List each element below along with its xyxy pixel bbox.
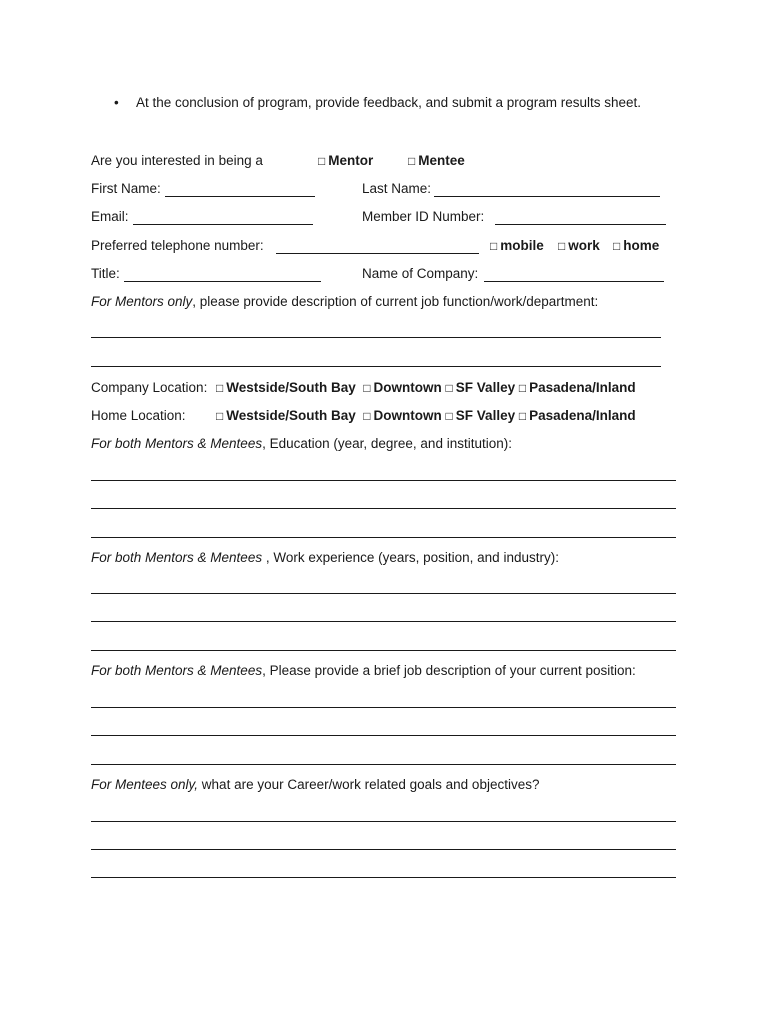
phone-mobile-option[interactable] [490, 238, 544, 253]
option-label: SF Valley [455, 380, 516, 395]
education-line-3[interactable] [91, 537, 676, 538]
member-id-label: Member ID Number: [362, 209, 485, 224]
title-label: Title: [91, 266, 120, 281]
work-experience-line-1[interactable] [91, 593, 676, 594]
member-id-field[interactable] [495, 224, 666, 225]
job-description-lead: For both Mentors & Mentees [91, 663, 263, 678]
option-label: SF Valley [455, 408, 516, 423]
home-loc-sf-valley[interactable] [446, 408, 516, 423]
home-loc-westside[interactable] [216, 408, 356, 423]
mentor-option[interactable] [318, 153, 373, 168]
job-description-line-3[interactable] [91, 764, 676, 765]
mobile-label: mobile [500, 238, 544, 253]
mobile-checkbox[interactable]: □ [490, 239, 498, 253]
telephone-label: Preferred telephone number: [91, 238, 264, 253]
education-lead: For both Mentors & Mentees [91, 436, 263, 451]
job-description-line-2[interactable] [91, 735, 676, 736]
company-location-label: Company Location: [91, 380, 208, 395]
home-loc-pasadena[interactable] [519, 408, 636, 423]
email-field[interactable] [133, 224, 313, 225]
checkbox[interactable]: □ [363, 409, 371, 423]
option-label: Downtown [373, 380, 442, 395]
mentor-job-line-2[interactable] [91, 366, 661, 367]
bullet-item [114, 95, 119, 110]
work-experience-line-2[interactable] [91, 621, 676, 622]
phone-work-option[interactable] [558, 238, 600, 253]
goals-line-1[interactable] [91, 821, 676, 822]
job-description-line-1[interactable] [91, 707, 676, 708]
work-label: work [568, 238, 600, 253]
phone-home-option[interactable] [613, 238, 659, 253]
option-label: Pasadena/Inland [529, 380, 636, 395]
mentor-job-rest: , please provide description of current job function/work/department: [192, 294, 599, 309]
checkbox[interactable]: □ [445, 409, 453, 423]
mentee-checkbox[interactable]: □ [408, 154, 416, 168]
last-name-field[interactable] [434, 196, 660, 197]
home-label: home [623, 238, 660, 253]
checkbox[interactable]: □ [518, 409, 527, 423]
company-name-field[interactable] [484, 281, 664, 282]
work-checkbox[interactable]: □ [558, 239, 566, 253]
mentor-job-line-1[interactable] [91, 337, 661, 338]
option-label: Downtown [373, 408, 442, 423]
mentor-job-lead: For Mentors only [91, 294, 193, 309]
home-loc-downtown[interactable] [363, 408, 441, 423]
bullet-dot: • [114, 95, 119, 110]
education-line-2[interactable] [91, 508, 676, 509]
option-label: Westside/South Bay [226, 380, 356, 395]
company-loc-pasadena[interactable] [519, 380, 636, 395]
mentee-option[interactable] [408, 153, 465, 168]
last-name-label: Last Name: [362, 181, 432, 196]
mentor-label: Mentor [328, 153, 374, 168]
education-line-1[interactable] [91, 480, 676, 481]
telephone-field[interactable] [276, 253, 479, 254]
work-experience-prompt [91, 550, 559, 565]
checkbox[interactable]: □ [216, 381, 224, 395]
mentor-job-prompt [91, 294, 598, 309]
checkbox[interactable]: □ [518, 381, 527, 395]
company-loc-downtown[interactable] [363, 380, 441, 395]
goals-lead: For Mentees only, [91, 777, 199, 792]
checkbox[interactable]: □ [363, 381, 371, 395]
company-loc-westside[interactable] [216, 380, 356, 395]
company-name-label: Name of Company: [362, 266, 479, 281]
email-label: Email: [91, 209, 129, 224]
work-experience-line-3[interactable] [91, 650, 676, 651]
title-field[interactable] [124, 281, 321, 282]
home-location-options [216, 408, 636, 423]
bullet-text: At the conclusion of program, provide feedback, and submit a program results sheet. [136, 95, 642, 110]
checkbox[interactable]: □ [216, 409, 224, 423]
option-label: Pasadena/Inland [529, 408, 636, 423]
job-description-prompt [91, 663, 636, 678]
education-prompt [91, 436, 512, 451]
option-label: Westside/South Bay [226, 408, 356, 423]
home-location-label: Home Location: [91, 408, 186, 423]
job-description-rest: , Please provide a brief job description of your current position: [262, 663, 636, 678]
goals-line-2[interactable] [91, 849, 676, 850]
checkbox[interactable]: □ [445, 381, 453, 395]
home-checkbox[interactable]: □ [613, 239, 621, 253]
work-experience-rest: , Work experience (years, position, and industry): [262, 550, 559, 565]
work-experience-lead: For both Mentors & Mentees [91, 550, 263, 565]
goals-rest: what are your Career/work related goals and objectives? [198, 777, 540, 792]
goals-prompt [91, 777, 539, 792]
mentor-checkbox[interactable]: □ [318, 154, 326, 168]
education-rest: , Education (year, degree, and institution): [262, 436, 512, 451]
company-location-options [216, 380, 636, 395]
interest-question: Are you interested in being a [91, 153, 263, 168]
mentee-label: Mentee [418, 153, 465, 168]
first-name-field[interactable] [165, 196, 315, 197]
first-name-label: First Name: [91, 181, 161, 196]
company-loc-sf-valley[interactable] [446, 380, 516, 395]
goals-line-3[interactable] [91, 877, 676, 878]
